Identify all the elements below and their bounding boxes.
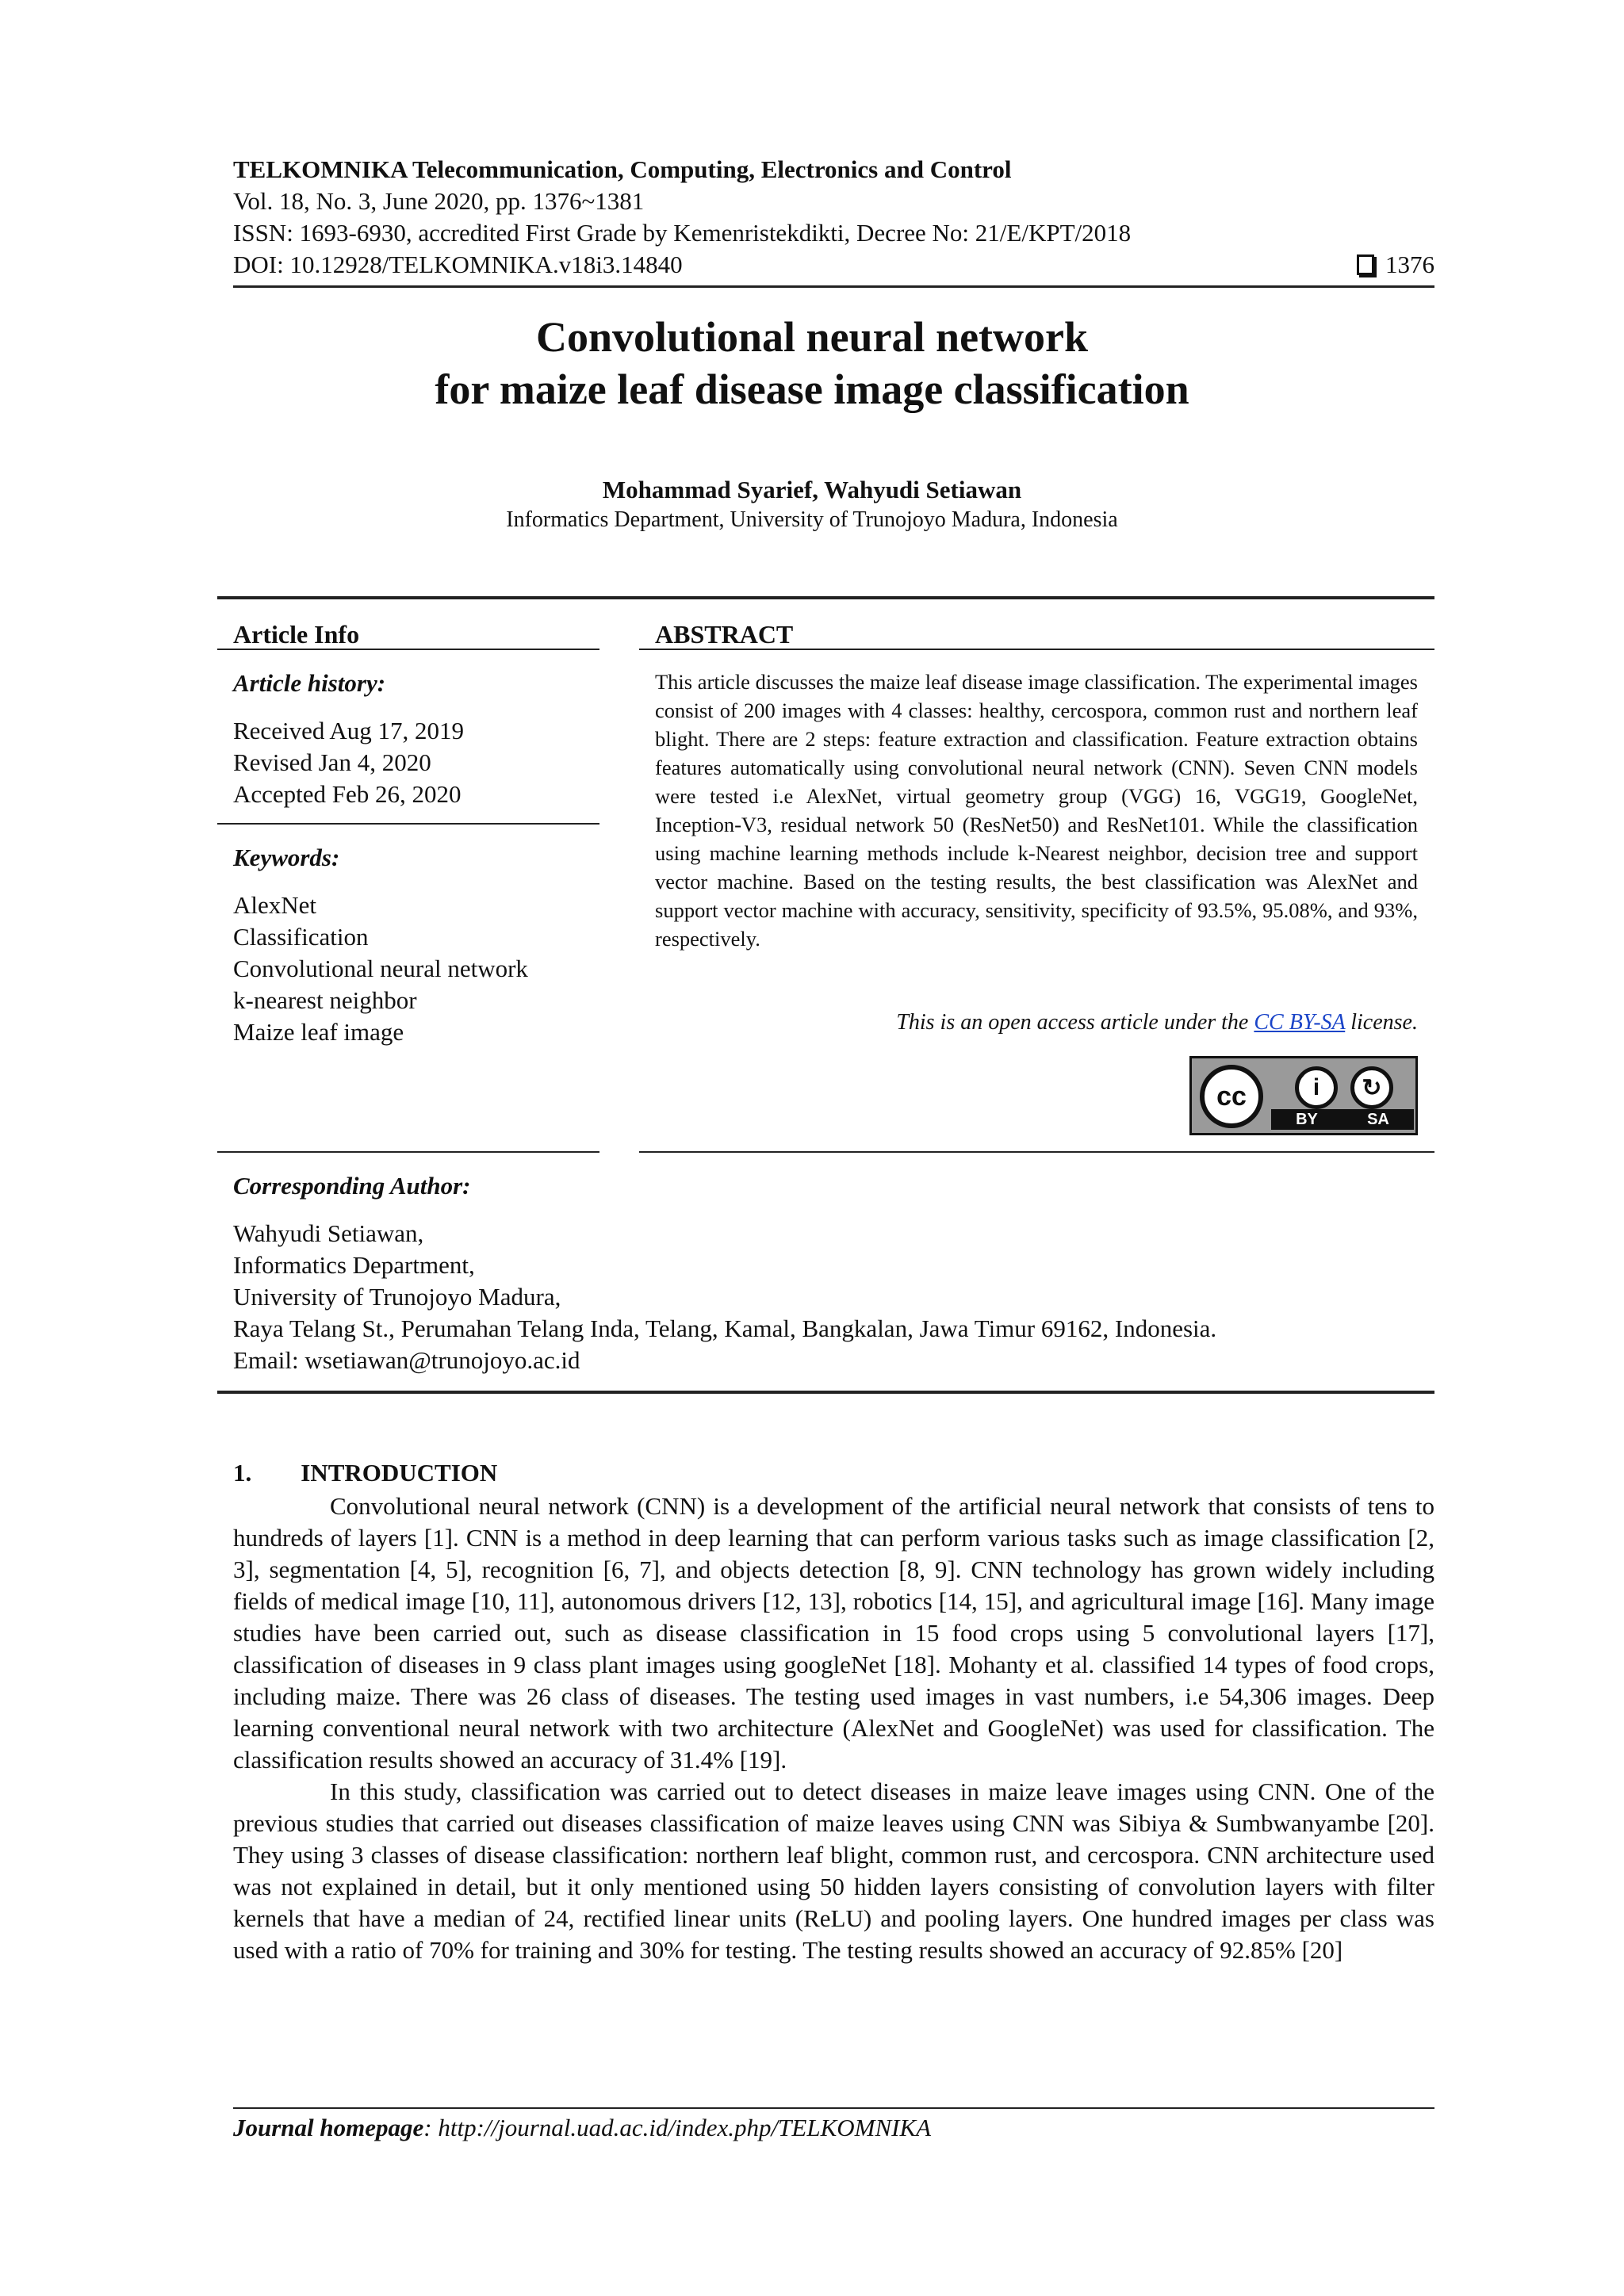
page-number-group [1357, 249, 1434, 281]
footer-rule [233, 2107, 1434, 2109]
keyword-item: Maize leaf image [233, 1018, 404, 1046]
cc-logo-icon: cc [1200, 1065, 1263, 1128]
keyword-item: Classification [233, 923, 369, 951]
attribution-icon: i [1295, 1066, 1338, 1109]
title-line-2: for maize leaf disease image classification [435, 365, 1189, 413]
article-history [233, 715, 464, 810]
paper-title [0, 311, 1624, 415]
article-info-heading: Article Info [233, 620, 360, 649]
keywords-list [233, 890, 528, 1048]
intro-paragraph-1: Convolutional neural network (CNN) is a development of the artificial neural network that consists of tens to hundreds of layers [1]. CNN is a method in deep learning that can perform various tasks such as image classification [2, 3], segmentation [4, 5], recognition [6, 7], and objects detection [8, 9]. CNN technology has grown widely including fields of medical image [10, 11], autonomous drivers [12, 13], robotics [14, 15], and agricultural image [16]. Many image studies have been carried out, such as disease classification in 15 food crops using 5 convolutional layers [17], classification of diseases in 9 class plant images using googleNet [18]. Mohanty et al. classified 14 types of food crops, including maize. There was 26 class of diseases. The testing used images in vast numbers, i.e 54,306 images. Deep learning conventional neural network with two architecture (AlexNet and GoogleNet) was used for classification. The classification results showed an accuracy of 31.4% [19]. [233, 1492, 1434, 1774]
revised-date: Revised Jan 4, 2020 [233, 748, 431, 776]
keyword-item: k-nearest neighbor [233, 986, 417, 1014]
info-bottom-rule-right [639, 1151, 1434, 1153]
author-name: Wahyudi Setiawan, [233, 1219, 424, 1247]
issn-info: ISSN: 1693-6930, accredited First Grade by Kemenristekdikti, Decree No: 21/E/KPT/2018 [233, 219, 1132, 247]
journal-homepage [233, 2114, 931, 2142]
header-rule [233, 285, 1434, 288]
author-email: Email: wsetiawan@trunojoyo.ac.id [233, 1346, 580, 1374]
license-prefix: This is an open access article under the [896, 1010, 1254, 1035]
share-alike-icon: ↻ [1350, 1066, 1393, 1109]
author-university: University of Trunojoyo Madura, [233, 1283, 561, 1311]
article-info-underline [217, 649, 599, 650]
article-history-heading: Article history: [233, 669, 386, 697]
affiliation: Informatics Department, University of Trunojoyo Madura, Indonesia [506, 507, 1118, 532]
author-department: Informatics Department, [233, 1251, 475, 1279]
cc-by-sa-badge[interactable] [1189, 1056, 1418, 1135]
info-top-rule [217, 596, 1434, 599]
introduction-body [233, 1490, 1434, 1966]
homepage-label: Journal homepage [233, 2114, 424, 2141]
abstract-underline [639, 649, 1434, 650]
badge-sa-label: SA [1367, 1110, 1389, 1128]
title-line-1: Convolutional neural network [535, 313, 1089, 361]
intro-paragraph-2: In this study, classification was carried out to detect diseases in maize leave images using CNN. One of the previous studies that carried out diseases classification of maize leaves using CNN was Sibiya & Sumbwanyambe [20]. They using 3 classes of disease classification: northern leaf blight, common rust, and cercospora. CNN architecture used was not explained in detail, but it only mentioned using 50 hidden layers consisting of convolution layers with filter kernels that have a median of 24, rectified linear units (ReLU) and pooling layers. One hundred images per class was used with a ratio of 70% for training and 30% for testing. The testing results showed an accuracy of 92.85% [20] [233, 1777, 1434, 1964]
corresponding-bottom-rule [217, 1391, 1434, 1394]
keywords-heading: Keywords: [233, 844, 340, 871]
abstract-heading: ABSTRACT [655, 620, 794, 649]
authors: Mohammad Syarief, Wahyudi Setiawan [602, 476, 1022, 503]
doi-row [233, 249, 1434, 281]
volume-info: Vol. 18, No. 3, June 2020, pp. 1376~1381 [233, 187, 645, 215]
corresponding-details [233, 1218, 1216, 1376]
abstract-text: This article discusses the maize leaf disease image classification. The experimental images consist of 200 images with 4 classes: healthy, cercospora, common rust and northern leaf blight. There are 2 steps: feature extraction and classification. Feature extraction obtains features automatically using convolutional neural network (CNN). Seven CNN models were tested i.e AlexNet, virtual geometry group (VGG) 16, VGG19, GoogleNet, Inception-V3, residual network 50 (ResNet50) and ResNet101. While the classification using machine learning methods include k-Nearest neighbor, decision tree and support vector machine. Based on the testing results, the best classification was AlexNet and support vector machine with accuracy, sensitivity, specificity of 93.5%, 95.08%, and 93%, respectively. [655, 670, 1418, 951]
keyword-item: AlexNet [233, 891, 317, 919]
page-number: 1376 [1385, 251, 1434, 278]
license-suffix: license. [1345, 1010, 1418, 1035]
cc-by-sa-link[interactable]: CC BY-SA [1254, 1010, 1346, 1035]
keyword-item: Convolutional neural network [233, 955, 528, 982]
doi-info: DOI: 10.12928/TELKOMNIKA.v18i3.14840 [233, 251, 683, 278]
accepted-date: Accepted Feb 26, 2020 [233, 780, 462, 808]
homepage-url[interactable]: : http://journal.uad.ac.id/index.php/TELKOMNIKA [423, 2114, 932, 2141]
keywords-rule [217, 823, 599, 825]
corresponding-heading: Corresponding Author: [233, 1172, 471, 1200]
badge-by-label: BY [1296, 1110, 1318, 1128]
badge-label-bar [1271, 1109, 1414, 1130]
running-header [233, 154, 1434, 281]
square-bullet-icon [1357, 254, 1374, 275]
info-bottom-rule-left [217, 1151, 599, 1153]
received-date: Received Aug 17, 2019 [233, 717, 465, 744]
introduction-heading: 1. INTRODUCTION [233, 1459, 498, 1487]
journal-name: TELKOMNIKA Telecommunication, Computing, Electronics and Control [233, 155, 1012, 183]
author-address: Raya Telang St., Perumahan Telang Inda, Telang, Kamal, Bangkalan, Jawa Timur 69162, Indonesia. [233, 1314, 1217, 1342]
license-line [655, 1010, 1418, 1035]
